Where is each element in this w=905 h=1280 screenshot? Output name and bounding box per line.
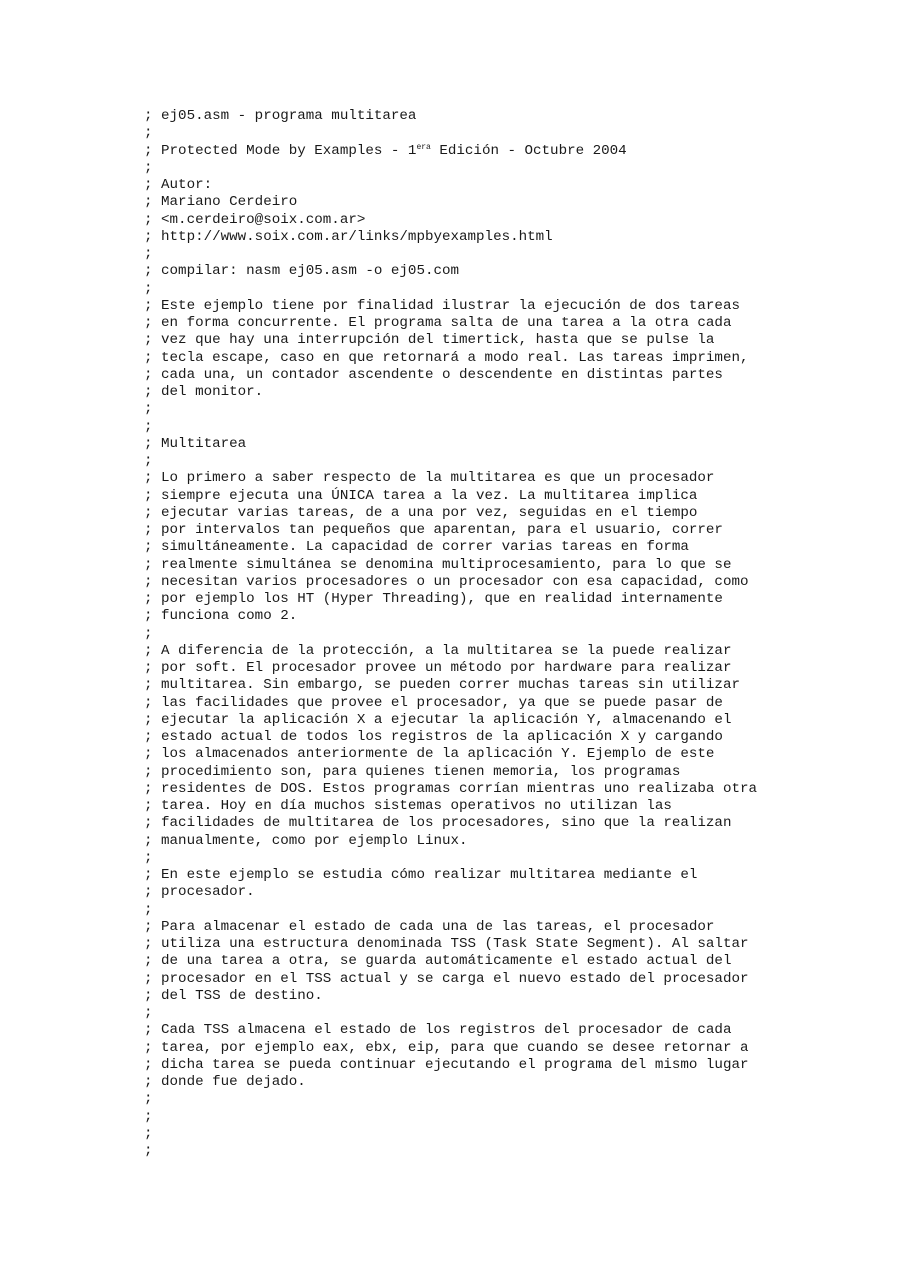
code-line	[144, 953, 844, 970]
code-line	[144, 263, 844, 280]
code-line-text: ; por intervalos tan pequeños que aparentan, para el usuario, correr	[144, 522, 723, 538]
code-line	[144, 574, 844, 591]
code-line	[144, 470, 844, 487]
code-line	[144, 246, 844, 263]
code-line-text: ;	[144, 1091, 153, 1108]
code-line	[144, 695, 844, 712]
code-line-text: ; http://www.soix.com.ar/links/mpbyexamples.html	[144, 228, 553, 245]
code-line-text: ;	[144, 1108, 153, 1125]
code-line	[144, 419, 844, 436]
code-line	[144, 488, 844, 505]
code-line	[144, 177, 844, 194]
code-line	[144, 781, 844, 798]
code-line-text: ; tarea. Hoy en día muchos sistemas operativos no utilizan las	[144, 798, 672, 814]
code-line	[144, 1143, 844, 1160]
code-line-text: ;	[144, 401, 153, 418]
code-line	[144, 815, 844, 832]
edition-superscript: era	[416, 142, 431, 152]
code-line	[144, 350, 844, 367]
code-line-text: ;	[144, 901, 153, 918]
code-line	[144, 332, 844, 349]
code-line-text: ; en forma concurrente. El programa salta de una tarea a la otra cada	[144, 315, 732, 331]
edition-date-text: Edición - Octubre 2004	[430, 142, 627, 159]
code-line	[144, 229, 844, 246]
code-line-text: ; Mariano Cerdeiro	[144, 194, 298, 211]
code-line-text: ; dicha tarea se pueda continuar ejecutando el programa del mismo lugar	[144, 1056, 749, 1073]
code-line	[144, 729, 844, 746]
code-line	[144, 884, 844, 901]
code-line	[144, 453, 844, 470]
code-line-text: ; del TSS de destino.	[144, 987, 323, 1004]
code-line-text: ; ejecutar la aplicación X a ejecutar la aplicación Y, almacenando el	[144, 711, 732, 728]
code-line	[144, 936, 844, 953]
code-line-text: ;	[144, 246, 153, 262]
code-line	[144, 212, 844, 229]
code-line	[144, 108, 844, 125]
code-line	[144, 384, 844, 401]
code-line	[144, 626, 844, 643]
code-line-text: ; Para almacenar el estado de cada una de las tareas, el procesador	[144, 918, 715, 935]
code-line-text: ;	[144, 159, 153, 176]
code-line	[144, 298, 844, 315]
code-line	[144, 677, 844, 694]
code-line	[144, 436, 844, 453]
code-line-text: ;	[144, 849, 153, 866]
code-line-text: ; Multitarea	[144, 435, 247, 452]
code-line	[144, 194, 844, 211]
code-line-text: ;	[144, 280, 153, 297]
code-line	[144, 539, 844, 556]
code-line	[144, 643, 844, 660]
code-line-text: ; procedimiento son, para quienes tienen memoria, los programas	[144, 763, 681, 780]
code-line	[144, 867, 844, 884]
code-line-text: ; por soft. El procesador provee un método por hardware para realizar	[144, 660, 732, 676]
code-line	[144, 143, 844, 160]
code-line	[144, 505, 844, 522]
code-line-text: ; ejecutar varias tareas, de a una por vez, seguidas en el tiempo	[144, 504, 698, 521]
code-line-text: ; En este ejemplo se estudia cómo realizar multitarea mediante el	[144, 867, 698, 883]
code-line	[144, 367, 844, 384]
code-line-text: ; realmente simultánea se denomina multiprocesamiento, para lo que se	[144, 556, 732, 573]
code-line-text: ; A diferencia de la protección, a la multitarea se la puede realizar	[144, 642, 732, 659]
code-line	[144, 1040, 844, 1057]
code-line	[144, 160, 844, 177]
code-line-text: ;	[144, 453, 153, 469]
code-line	[144, 764, 844, 781]
source-code-comment-block	[144, 108, 844, 1160]
code-line	[144, 1074, 844, 1091]
code-line	[144, 125, 844, 142]
code-line-text: ; tecla escape, caso en que retornará a modo real. Las tareas imprimen,	[144, 349, 749, 366]
code-line	[144, 608, 844, 625]
code-line	[144, 281, 844, 298]
code-line-text: ; siempre ejecuta una ÚNICA tarea a la vez. La multitarea implica	[144, 487, 698, 504]
code-line-text: ; procesador en el TSS actual y se carga el nuevo estado del procesador	[144, 970, 749, 987]
code-line	[144, 315, 844, 332]
code-line-text: ; necesitan varios procesadores o un procesador con esa capacidad, como	[144, 573, 749, 590]
code-line-text: ; <m.cerdeiro@soix.com.ar>	[144, 211, 366, 228]
code-line-text: ;	[144, 125, 153, 142]
code-line-text: ; ej05.asm - programa multitarea	[144, 108, 417, 124]
code-line	[144, 1057, 844, 1074]
code-line	[144, 1022, 844, 1039]
code-line-text: ; por ejemplo los HT (Hyper Threading), que en realidad internamente	[144, 591, 723, 607]
code-line-text: ; tarea, por ejemplo eax, ebx, eip, para que cuando se desee retornar a	[144, 1039, 749, 1056]
code-line-text: ; de una tarea a otra, se guarda automáticamente el estado actual del	[144, 953, 732, 970]
code-line	[144, 919, 844, 936]
code-line-text: ; Autor:	[144, 177, 213, 193]
code-line	[144, 833, 844, 850]
code-line-text: ; manualmente, como por ejemplo Linux.	[144, 832, 468, 849]
code-line	[144, 1109, 844, 1126]
code-line	[144, 557, 844, 574]
code-line-text: ; Este ejemplo tiene por finalidad ilustrar la ejecución de dos tareas	[144, 297, 740, 314]
code-line-text: ; Lo primero a saber respecto de la multitarea es que un procesador	[144, 470, 715, 487]
code-line	[144, 1005, 844, 1022]
code-line-text: ; simultáneamente. La capacidad de correr varias tareas en forma	[144, 539, 689, 556]
code-line-text: ;	[144, 1125, 153, 1142]
code-line-text: ;	[144, 418, 153, 435]
code-line-text: ; vez que hay una interrupción del timertick, hasta que se pulse la	[144, 332, 715, 349]
code-line	[144, 1091, 844, 1108]
code-line-text: ; donde fue dejado.	[144, 1074, 306, 1090]
code-line-text: ; funciona como 2.	[144, 608, 298, 625]
code-line-text: ; Protected Mode by Examples - 1	[144, 142, 417, 159]
code-line-text: ; las facilidades que provee el procesador, ya que se puede pasar de	[144, 694, 723, 711]
code-line-text: ; facilidades de multitarea de los procesadores, sino que la realizan	[144, 815, 732, 832]
code-line-text: ; cada una, un contador ascendente o descendente en distintas partes	[144, 366, 723, 383]
code-line-text: ; compilar: nasm ej05.asm -o ej05.com	[144, 263, 460, 280]
code-line-text: ;	[144, 1005, 153, 1021]
code-line-text: ; utiliza una estructura denominada TSS (Task State Segment). Al saltar	[144, 936, 749, 952]
code-line-text: ;	[144, 625, 153, 642]
code-line	[144, 591, 844, 608]
code-line	[144, 712, 844, 729]
code-line-text: ; estado actual de todos los registros de la aplicación X y cargando	[144, 729, 723, 745]
code-line	[144, 798, 844, 815]
code-line	[144, 401, 844, 418]
code-line-text: ; residentes de DOS. Estos programas corrían mientras uno realizaba otra	[144, 780, 757, 797]
code-line-text: ; procesador.	[144, 884, 255, 901]
code-line-text: ;	[144, 1143, 153, 1159]
code-line-text: ; los almacenados anteriormente de la aplicación Y. Ejemplo de este	[144, 746, 715, 763]
code-line	[144, 850, 844, 867]
code-line-text: ; multitarea. Sin embargo, se pueden correr muchas tareas sin utilizar	[144, 677, 740, 694]
code-line	[144, 971, 844, 988]
code-line	[144, 902, 844, 919]
code-line-text: ; Cada TSS almacena el estado de los registros del procesador de cada	[144, 1022, 732, 1039]
code-line	[144, 1126, 844, 1143]
code-line-text: ; del monitor.	[144, 384, 264, 400]
code-line	[144, 660, 844, 677]
code-line	[144, 522, 844, 539]
code-line	[144, 988, 844, 1005]
code-line	[144, 746, 844, 763]
